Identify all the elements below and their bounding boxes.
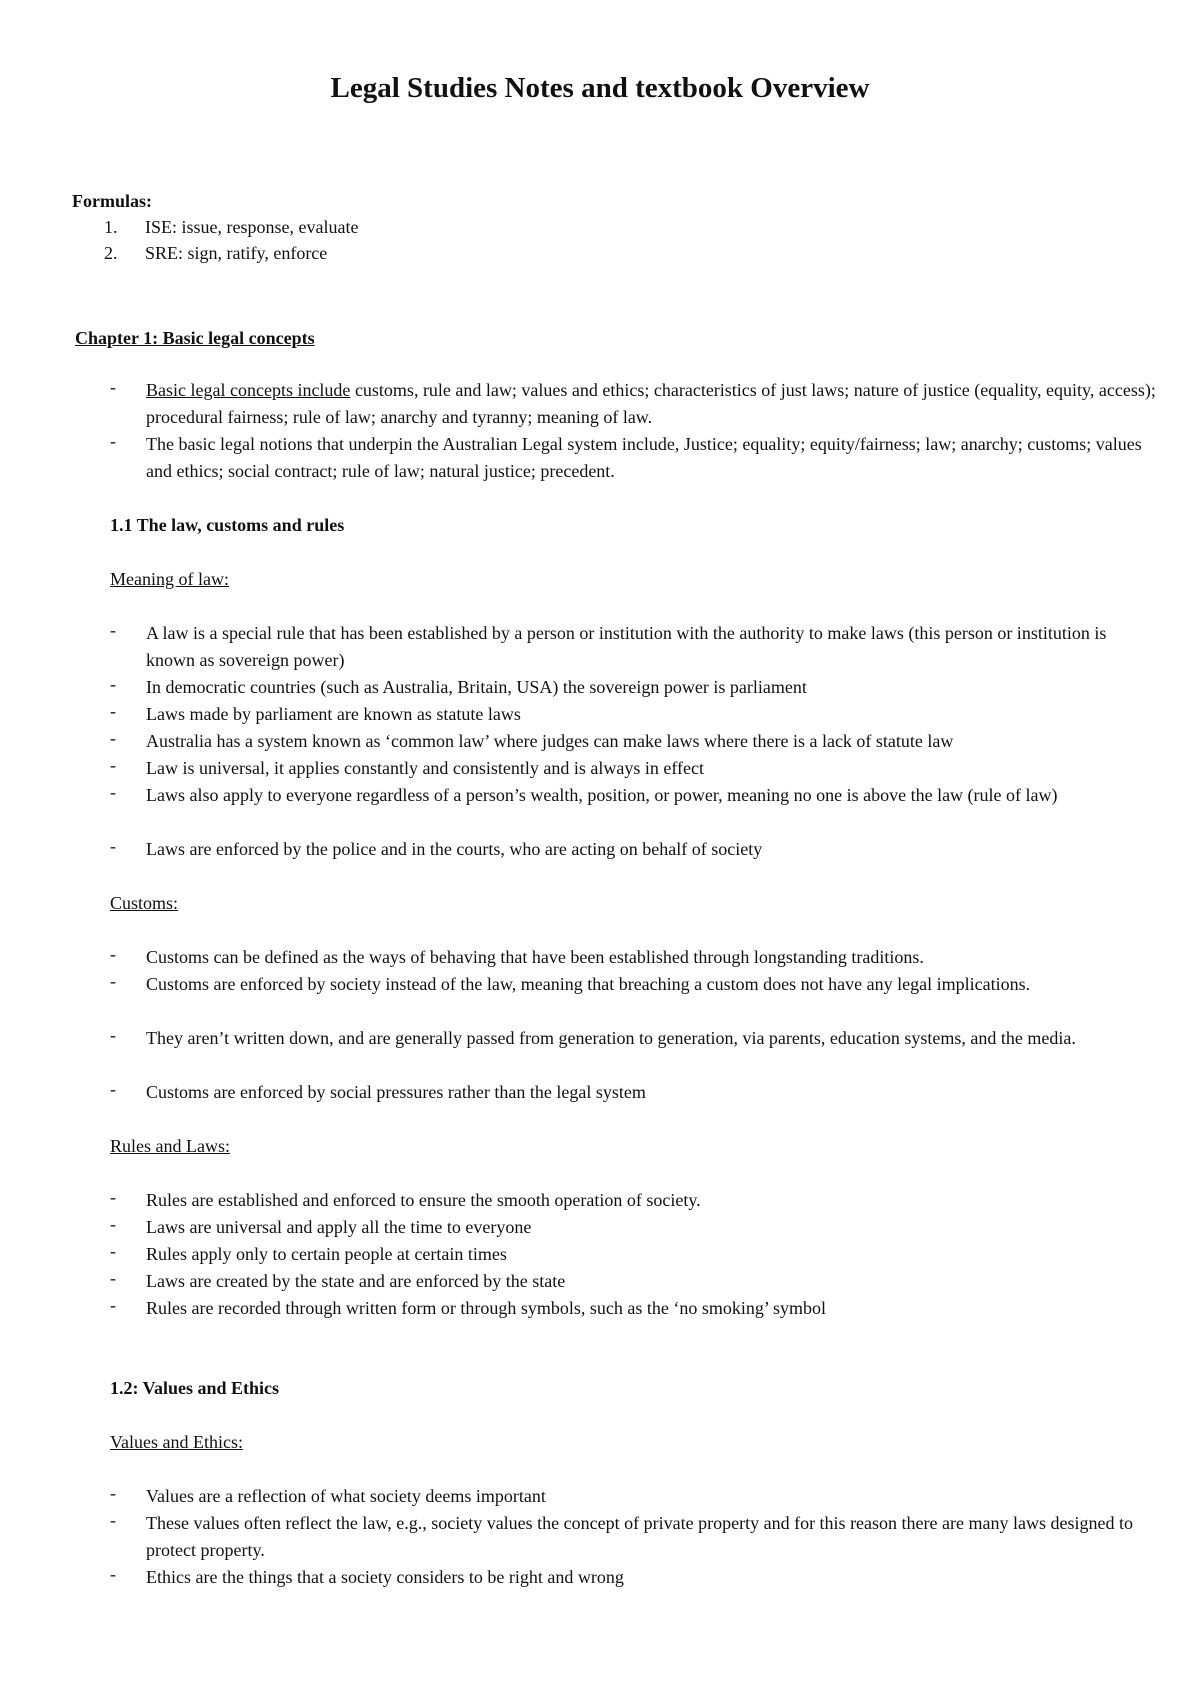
dash-bullet: - [110, 701, 116, 721]
formula-item: ISE: issue, response, evaluate [145, 217, 359, 237]
bullet-text: Australia has a system known as ‘common law’ where judges can make laws where there is a lack of statute law [146, 731, 954, 751]
list-item [110, 1187, 1150, 1214]
dash-bullet: - [110, 1295, 116, 1315]
bullet-text: Values are a reflection of what society deems important [146, 1486, 546, 1506]
dash-bullet: - [110, 944, 116, 964]
formula-number: 1. [104, 217, 118, 237]
bullet-body: customs, rule and law; values and ethics; characteristics of just laws; nature of justice (equality, equity, access); procedural fairness; rule of law; anarchy and tyranny; meaning of law. [146, 380, 1156, 427]
bullet-text: Rules apply only to certain people at certain times [146, 1244, 507, 1264]
subsection-heading: Meaning of law: [110, 569, 229, 589]
bullet-text: The basic legal notions that underpin the Australian Legal system include, Justice; equality; equity/fairness; law; anarchy; customs; values and ethics; social contract; rule of law; natural justice; precedent. [146, 434, 1142, 481]
bullet-text: Customs are enforced by society instead of the law, meaning that breaching a custom does not have any legal implications. [146, 974, 1031, 994]
formula-number: 2. [104, 243, 118, 263]
dash-bullet: - [110, 620, 116, 640]
dash-bullet: - [110, 1079, 116, 1099]
bullet-text: Laws are universal and apply all the time to everyone [146, 1217, 532, 1237]
bullet-text: Laws are enforced by the police and in the courts, who are acting on behalf of society [146, 839, 763, 859]
dash-bullet: - [110, 971, 116, 991]
bullet-text: A law is a special rule that has been established by a person or institution with the authority to make laws (this person or institution is known as sovereign power) [146, 623, 1107, 670]
dash-bullet: - [110, 431, 116, 451]
list-item [110, 728, 1150, 755]
list-item [110, 1079, 1150, 1106]
list-item [110, 1564, 1150, 1591]
chapter-heading: Chapter 1: Basic legal concepts [75, 328, 315, 348]
bullet-text: Ethics are the things that a society considers to be right and wrong [146, 1567, 624, 1587]
bullet-text: Customs are enforced by social pressures rather than the legal system [146, 1082, 646, 1102]
list-item [110, 971, 1150, 1025]
list-item [110, 944, 1150, 971]
list-item [110, 755, 1150, 782]
dash-bullet: - [110, 1025, 116, 1045]
formulas-heading: Formulas: [72, 191, 152, 211]
bullet-lead: Basic legal concepts include [146, 380, 351, 400]
dash-bullet: - [110, 1187, 116, 1207]
section-heading: 1.1 The law, customs and rules [110, 515, 345, 535]
dash-bullet: - [110, 1241, 116, 1261]
bullet-text: Customs can be defined as the ways of behaving that have been established through longstanding traditions. [146, 947, 924, 967]
dash-bullet: - [110, 836, 116, 856]
bullet-text: In democratic countries (such as Australia, Britain, USA) the sovereign power is parliament [146, 677, 807, 697]
bullet-text: Laws are created by the state and are enforced by the state [146, 1271, 566, 1291]
section-heading: 1.2: Values and Ethics [110, 1378, 280, 1398]
dash-bullet: - [110, 377, 116, 397]
dash-bullet: - [110, 728, 116, 748]
list-item [110, 1268, 1150, 1295]
bullet-text: Laws made by parliament are known as statute laws [146, 704, 521, 724]
subsection-heading: Customs: [110, 893, 179, 913]
bullet-text: Rules are established and enforced to ensure the smooth operation of society. [146, 1190, 701, 1210]
list-item [110, 701, 1150, 728]
dash-bullet: - [110, 1483, 116, 1503]
bullet-text [146, 377, 1156, 431]
list-item [110, 431, 1150, 485]
dash-bullet: - [110, 1564, 116, 1584]
dash-bullet: - [110, 674, 116, 694]
bullet-text: Rules are recorded through written form or through symbols, such as the ‘no smoking’ symbol [146, 1298, 827, 1318]
subsection-heading: Rules and Laws: [110, 1136, 230, 1156]
bullet-text: Laws also apply to everyone regardless of a person’s wealth, position, or power, meaning no one is above the law (rule of law) [146, 785, 1058, 805]
list-item [110, 1241, 1150, 1268]
list-item [110, 1483, 1150, 1510]
dash-bullet: - [110, 1214, 116, 1234]
list-item [110, 836, 1150, 863]
list-item [110, 1295, 1150, 1322]
list-item [110, 620, 1150, 674]
list-item [110, 1025, 1150, 1079]
list-item [110, 782, 1150, 836]
bullet-text: Law is universal, it applies constantly and consistently and is always in effect [146, 758, 705, 778]
list-item [110, 674, 1150, 701]
list-item [110, 1510, 1150, 1564]
dash-bullet: - [110, 1268, 116, 1288]
document-title: Legal Studies Notes and textbook Overview [330, 72, 870, 104]
bullet-text: They aren’t written down, and are generally passed from generation to generation, via parents, education systems, and the media. [146, 1028, 1076, 1048]
subsection-heading: Values and Ethics: [110, 1432, 243, 1452]
bullet-text: These values often reflect the law, e.g., society values the concept of private property and for this reason there are many laws designed to protect property. [146, 1513, 1133, 1560]
list-item [110, 1214, 1150, 1241]
dash-bullet: - [110, 782, 116, 802]
dash-bullet: - [110, 755, 116, 775]
dash-bullet: - [110, 1510, 116, 1530]
list-item [110, 377, 1156, 431]
formula-item: SRE: sign, ratify, enforce [145, 243, 328, 263]
